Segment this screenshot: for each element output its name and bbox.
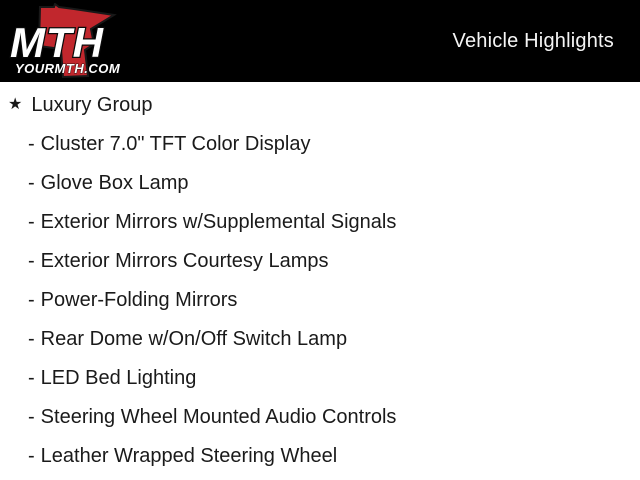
list-item — [0, 211, 640, 233]
dash-bullet: - — [28, 171, 35, 194]
dash-bullet: - — [28, 132, 35, 155]
list-item — [0, 445, 640, 467]
list-item — [0, 328, 640, 350]
mth-logo — [8, 3, 120, 80]
list-item-label: Steering Wheel Mounted Audio Controls — [40, 405, 397, 428]
list-item — [0, 367, 640, 389]
dash-bullet: - — [28, 405, 35, 428]
logo-text: MTH — [10, 19, 104, 66]
list-item-label: Exterior Mirrors Courtesy Lamps — [40, 249, 329, 272]
highlights-list — [0, 82, 640, 467]
logo-website-text: YOURMTH.COM — [15, 61, 120, 76]
dash-bullet: - — [28, 210, 35, 233]
list-item — [0, 289, 640, 311]
list-item — [0, 133, 640, 155]
dash-bullet: - — [28, 444, 35, 467]
dash-bullet: - — [28, 327, 35, 350]
dash-bullet: - — [28, 249, 35, 272]
header-bar — [0, 0, 640, 82]
list-item-label: Leather Wrapped Steering Wheel — [40, 444, 338, 467]
list-item — [0, 406, 640, 428]
feature-group-label: Luxury Group — [31, 93, 153, 116]
star-icon: ★ — [8, 96, 23, 113]
list-item — [0, 250, 640, 272]
list-item-label: Rear Dome w/On/Off Switch Lamp — [40, 327, 348, 350]
list-item — [0, 172, 640, 194]
list-item-label: Cluster 7.0" TFT Color Display — [40, 132, 311, 155]
list-item-label: LED Bed Lighting — [40, 366, 197, 389]
page-title: Vehicle Highlights — [452, 29, 614, 52]
dash-bullet: - — [28, 366, 35, 389]
list-item-label: Glove Box Lamp — [40, 171, 189, 194]
list-item-label: Power-Folding Mirrors — [40, 288, 238, 311]
dash-bullet: - — [28, 288, 35, 311]
list-item-label: Exterior Mirrors w/Supplemental Signals — [40, 210, 397, 233]
feature-group-row — [0, 94, 640, 116]
